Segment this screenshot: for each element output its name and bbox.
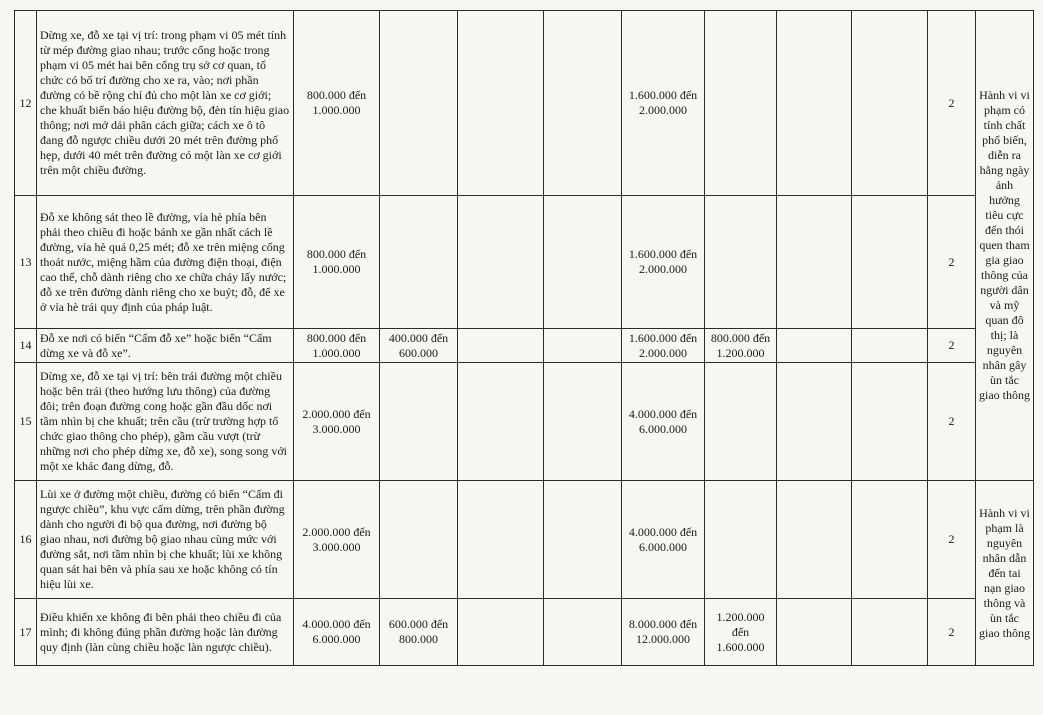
empty-cell [544, 329, 622, 363]
points-deducted: 2 [928, 11, 976, 196]
table-row [15, 363, 1034, 481]
empty-cell [852, 329, 928, 363]
empty-cell [544, 363, 622, 481]
points-deducted: 2 [928, 481, 976, 599]
note-group-b: Hành vi vi phạm là nguyên nhân dẫn đến tai nạn giao thông và ùn tắc giao thông [976, 481, 1034, 666]
empty-cell [852, 599, 928, 666]
fine-old-moto [380, 11, 458, 196]
points-deducted: 2 [928, 363, 976, 481]
fine-new: 1.600.000 đến 2.000.000 [622, 329, 705, 363]
points-deducted: 2 [928, 329, 976, 363]
empty-cell [458, 363, 544, 481]
empty-cell [544, 196, 622, 329]
fine-old: 800.000 đến 1.000.000 [294, 329, 380, 363]
fine-new-moto [705, 363, 777, 481]
empty-cell [852, 11, 928, 196]
fine-old: 2.000.000 đến 3.000.000 [294, 481, 380, 599]
row-number: 13 [15, 196, 37, 329]
fine-new-moto [705, 196, 777, 329]
fine-new-moto: 1.200.000 đến 1.600.000 [705, 599, 777, 666]
table-row [15, 196, 1034, 329]
empty-cell [458, 481, 544, 599]
table-row [15, 11, 1034, 196]
violation-description: Lùi xe ở đường một chiều, đường có biển “Cấm đi ngược chiều”, khu vực cấm dừng, trên phần đường dành cho người đi bộ qua đường, nơi đường bộ giao nhau, nơi đường bộ giao nhau cùng mức với đường sắt, nơi tầm nhìn bị che khuất; lùi xe không quan sát hai bên và phía sau xe hoặc không có tín hiệu lùi xe. [37, 481, 294, 599]
table-row [15, 481, 1034, 599]
empty-cell [544, 599, 622, 666]
empty-cell [852, 196, 928, 329]
fine-old: 800.000 đến 1.000.000 [294, 11, 380, 196]
fine-old-moto [380, 196, 458, 329]
points-deducted: 2 [928, 196, 976, 329]
fine-new-moto [705, 481, 777, 599]
empty-cell [777, 599, 852, 666]
empty-cell [852, 481, 928, 599]
fine-old-moto: 600.000 đến 800.000 [380, 599, 458, 666]
row-number: 12 [15, 11, 37, 196]
fine-new: 4.000.000 đến 6.000.000 [622, 363, 705, 481]
violation-description: Dừng xe, đỗ xe tại vị trí: trong phạm vi 05 mét tính từ mép đường giao nhau; trước cổng hoặc trong phạm vi 05 mét hai bên cổng trụ sở cơ quan, tổ chức có bố trí đường cho xe ra, vào; nơi phần đường có bề rộng chỉ đủ cho một làn xe cơ giới; che khuất biển báo hiệu đường bộ, đèn tín hiệu giao thông; nơi mở dải phân cách giữa; cách xe ô tô đang đỗ ngược chiều dưới 20 mét trên đường phố hẹp, dưới 40 mét trên đường có một làn xe cơ giới trên một chiều đường. [37, 11, 294, 196]
empty-cell [458, 329, 544, 363]
empty-cell [777, 363, 852, 481]
empty-cell [458, 11, 544, 196]
row-number: 17 [15, 599, 37, 666]
fine-new: 4.000.000 đến 6.000.000 [622, 481, 705, 599]
points-deducted: 2 [928, 599, 976, 666]
empty-cell [777, 196, 852, 329]
fine-new: 1.600.000 đến 2.000.000 [622, 11, 705, 196]
empty-cell [852, 363, 928, 481]
fine-new-moto: 800.000 đến 1.200.000 [705, 329, 777, 363]
empty-cell [458, 599, 544, 666]
empty-cell [544, 481, 622, 599]
table-row [15, 599, 1034, 666]
empty-cell [458, 196, 544, 329]
fine-old-moto [380, 363, 458, 481]
fine-old-moto: 400.000 đến 600.000 [380, 329, 458, 363]
fine-old-moto [380, 481, 458, 599]
violation-description: Dừng xe, đỗ xe tại vị trí: bên trái đường một chiều hoặc bên trái (theo hướng lưu thông) của đường đôi; trên đoạn đường cong hoặc gần đầu dốc nơi tầm nhìn bị che khuất; trên cầu (trừ trường hợp tổ chức giao thông cho phép), gầm cầu vượt (trừ những nơi cho phép dừng xe, đỗ xe), song song với một xe khác đang dừng, đỗ. [37, 363, 294, 481]
fine-new: 8.000.000 đến 12.000.000 [622, 599, 705, 666]
violation-description: Đỗ xe không sát theo lề đường, vỉa hè phía bên phải theo chiều đi hoặc bánh xe gần nhất cách lề đường, vỉa hè quá 0,25 mét; đỗ xe trên miệng cống thoát nước, miệng hầm của đường điện thoại, điện cao thế, chỗ dành riêng cho xe chữa cháy lấy nước; đỗ xe trên đường dành riêng cho xe buýt; đỗ, để xe ở vỉa hè trái quy định của pháp luật. [37, 196, 294, 329]
violation-description: Điều khiển xe không đi bên phải theo chiều đi của mình; đi không đúng phần đường hoặc làn đường quy định (làn cùng chiều hoặc làn ngược chiều). [37, 599, 294, 666]
empty-cell [777, 329, 852, 363]
fine-old: 800.000 đến 1.000.000 [294, 196, 380, 329]
fine-new-moto [705, 11, 777, 196]
violation-description: Đỗ xe nơi có biển “Cấm đỗ xe” hoặc biển “Cấm dừng xe và đỗ xe”. [37, 329, 294, 363]
table-row [15, 329, 1034, 363]
empty-cell [777, 481, 852, 599]
penalty-table [14, 10, 1034, 666]
fine-old: 4.000.000 đến 6.000.000 [294, 599, 380, 666]
row-number: 14 [15, 329, 37, 363]
empty-cell [544, 11, 622, 196]
empty-cell [777, 11, 852, 196]
fine-old: 2.000.000 đến 3.000.000 [294, 363, 380, 481]
row-number: 15 [15, 363, 37, 481]
note-group-a: Hành vi vi phạm có tính chất phổ biến, diễn ra hằng ngày ảnh hưởng tiêu cực đến thói quen tham gia giao thông của người dân và mỹ quan đô thị; là nguyên nhân gây ùn tắc giao thông [976, 11, 1034, 481]
row-number: 16 [15, 481, 37, 599]
fine-new: 1.600.000 đến 2.000.000 [622, 196, 705, 329]
